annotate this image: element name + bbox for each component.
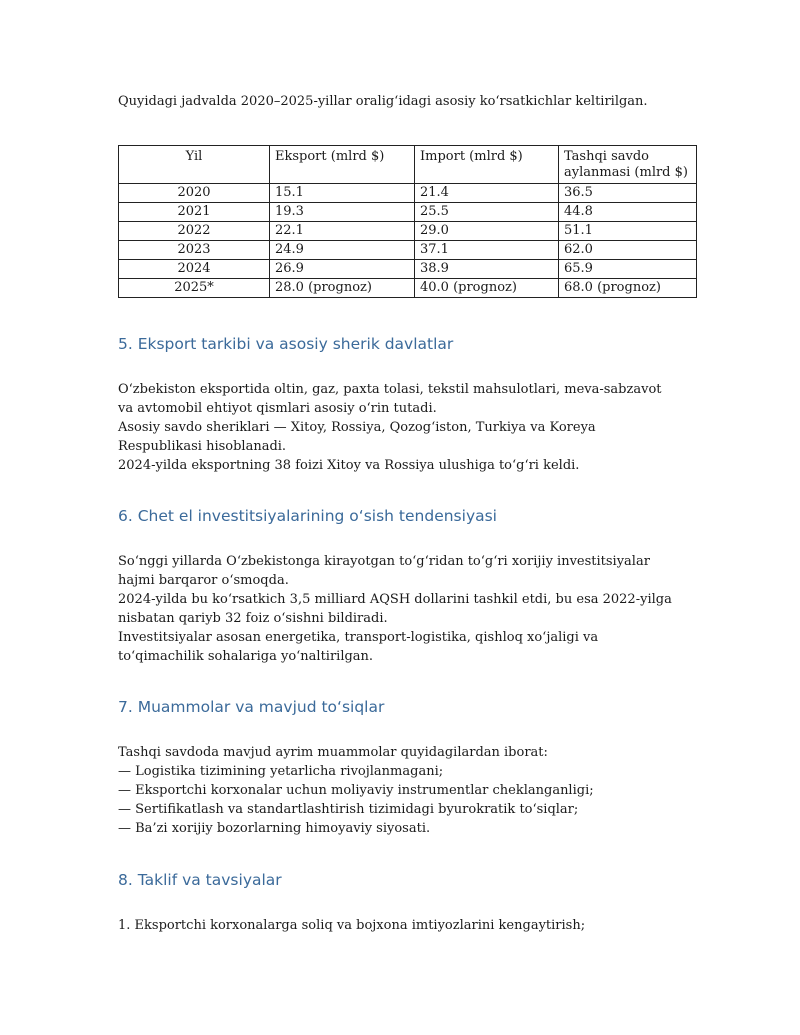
paragraph-line: 2024-yilda eksportning 38 foizi Xitoy va Rossiya ulushiga to‘g‘ri keldi. — [118, 458, 580, 473]
list-item: — Sertifikatlash va standartlashtirish tizimidagi byurokratik to‘siqlar; — [118, 802, 579, 817]
table-row — [119, 241, 697, 260]
paragraph-line: Tashqi savdoda mavjud ayrim muammolar quyidagilardan iborat: — [118, 745, 548, 760]
cell-export: 15.1 — [270, 184, 415, 203]
cell-year: 2024 — [119, 260, 270, 279]
section-body-7 — [118, 743, 678, 838]
cell-year: 2020 — [119, 184, 270, 203]
section-body-8 — [118, 916, 678, 935]
table-row — [119, 279, 697, 298]
intro-text: Quyidagi jadvalda 2020–2025-yillar oralig‘idagi asosiy ko‘rsatkichlar keltirilgan. — [118, 94, 648, 109]
list-item: — Ba’zi xorijiy bozorlarning himoyaviy siyosati. — [118, 821, 431, 836]
header-year: Yil — [119, 146, 270, 184]
cell-export: 28.0 (prognoz) — [270, 279, 415, 298]
cell-import: 40.0 (prognoz) — [415, 279, 559, 298]
cell-import: 37.1 — [415, 241, 559, 260]
section-body-5 — [118, 380, 678, 475]
header-export: Eksport (mlrd $) — [270, 146, 415, 184]
table-row — [119, 222, 697, 241]
section-heading-6: 6. Chet el investitsiyalarining o‘sish tendensiyasi — [118, 507, 497, 525]
paragraph-line: Asosiy savdo sheriklari — Xitoy, Rossiya, Qozog‘iston, Turkiya va Koreya Respublikasi hisoblanadi. — [118, 420, 596, 454]
cell-export: 19.3 — [270, 203, 415, 222]
cell-import: 29.0 — [415, 222, 559, 241]
cell-turnover: 51.1 — [559, 222, 697, 241]
cell-turnover: 62.0 — [559, 241, 697, 260]
table-row — [119, 203, 697, 222]
list-item: — Logistika tizimining yetarlicha rivojlanmagani; — [118, 764, 444, 779]
cell-year: 2022 — [119, 222, 270, 241]
paragraph-line: O‘zbekiston eksportida oltin, gaz, paxta tolasi, tekstil mahsulotlari, meva-sabzavot va avtomobil ehtiyot qismlari asosiy o‘rin tutadi. — [118, 382, 662, 416]
header-import: Import (mlrd $) — [415, 146, 559, 184]
cell-import: 38.9 — [415, 260, 559, 279]
cell-export: 22.1 — [270, 222, 415, 241]
cell-import: 25.5 — [415, 203, 559, 222]
list-item: 1. Eksportchi korxonalarga soliq va bojxona imtiyozlarini kengaytirish; — [118, 918, 586, 933]
cell-export: 24.9 — [270, 241, 415, 260]
cell-import: 21.4 — [415, 184, 559, 203]
cell-turnover: 44.8 — [559, 203, 697, 222]
paragraph-line: 2024-yilda bu ko‘rsatkich 3,5 milliard AQSH dollarini tashkil etdi, bu esa 2022-yilga nisbatan qariyb 32 foiz o‘sishni bildiradi. — [118, 592, 672, 626]
section-body-6 — [118, 552, 678, 666]
cell-year: 2023 — [119, 241, 270, 260]
table-row — [119, 260, 697, 279]
cell-year: 2021 — [119, 203, 270, 222]
list-item: — Eksportchi korxonalar uchun moliyaviy instrumentlar cheklanganligi; — [118, 783, 594, 798]
section-heading-5: 5. Eksport tarkibi va asosiy sherik davlatlar — [118, 335, 454, 353]
cell-turnover: 68.0 (prognoz) — [559, 279, 697, 298]
cell-year: 2025* — [119, 279, 270, 298]
indicators-table — [118, 145, 697, 298]
paragraph-line: Investitsiyalar asosan energetika, transport-logistika, qishloq xo‘jaligi va to‘qimachilik sohalariga yo‘naltirilgan. — [118, 630, 599, 664]
paragraph-line: So‘nggi yillarda O‘zbekistonga kirayotgan to‘g‘ridan to‘g‘ri xorijiy investitsiyalar hajmi barqaror o‘smoqda. — [118, 554, 650, 588]
cell-export: 26.9 — [270, 260, 415, 279]
table-header-row — [119, 146, 697, 184]
cell-turnover: 65.9 — [559, 260, 697, 279]
header-turnover: Tashqi savdo aylanmasi (mlrd $) — [559, 146, 697, 184]
section-heading-7: 7. Muammolar va mavjud to‘siqlar — [118, 698, 385, 716]
table-row — [119, 184, 697, 203]
cell-turnover: 36.5 — [559, 184, 697, 203]
section-heading-8: 8. Taklif va tavsiyalar — [118, 871, 282, 889]
